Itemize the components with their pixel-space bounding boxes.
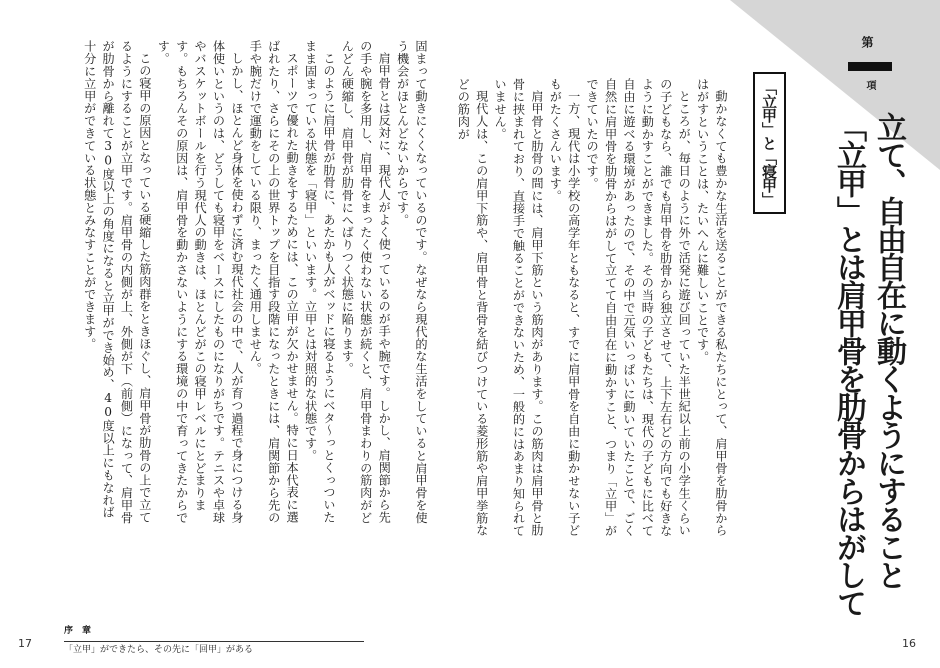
paragraph: 現代人は、この肩甲下筋や、肩甲骨と背骨を結びつけている菱形筋や肩甲挙筋などの筋肉が <box>456 78 489 537</box>
page-number: 16 <box>902 637 916 650</box>
chapter-number-bar <box>848 62 892 71</box>
paragraph: しかし、ほとんど身体を使わずに済む現代社会の中で、人が育つ過程で身につける身体使いというのは、どうしても寝甲をベースにしたものになりがちです。テニスや卓球やバスケットボールを行う現代人の動きは、ほとんどがこの寝甲レベルにとどまります。もちろんその原因は、肩甲骨を動かさないようにする環境の中で育ってきたからです。 <box>156 40 244 524</box>
paragraph: スポーツで優れた動きをするためには、この立甲が欠かせません。特に日本代表に選ばれたり、さらにその上の世界トップを目指す段階になったときには、肩関節から先の手や腕だけで運動をしている限り、まったく通用しません。 <box>248 40 300 524</box>
page-title-line-2: 立て、自由自在に動くようにすること <box>871 112 906 588</box>
footer-section-label: 序 章 <box>64 626 92 636</box>
right-body-text <box>456 78 730 538</box>
paragraph: 動かなくても豊かな生活を送ることができる私たちにとって、肩甲骨を肋骨からはがすということは、たいへんに難しいことです。 <box>695 78 728 537</box>
left-body-text <box>50 40 430 530</box>
paragraph: 肩甲骨とは反対に、現代人がよく使っているのが手や腕です。しかし、肩関節から先の手や腕を多用し、肩甲骨をまったく使わない状態が続くと、肩甲骨まわりの筋肉がどんどん硬縮し、肩甲骨が肋骨にへばりつく状態に陥ります。 <box>340 40 392 524</box>
section-subheading: 「立甲」と「寝甲」 <box>753 72 786 214</box>
paragraph: 一方、現代は小学校の高学年ともなると、すでに肩甲骨を自由に動かせない子どもがたくさんいます。 <box>548 78 581 537</box>
paragraph: ところが、毎日のように外で活発に遊び回っていた半世紀以上前の小学生くらいの子どもなら、誰でも肩甲骨を肋骨から独立させて、上下左右どの方向でも好きなように動かすことができました。その当時の子どもたちは、現代の子どもに比べて自由に遊べる環境があったので、その中で元気いっぱいに動いていたことで、ごく自然に肩甲骨を肋骨からはがして立てて自由自在に動かすこと、つまり「立甲」ができていたのです。 <box>585 78 692 537</box>
page-title-line-1: 「立甲」とは肩甲骨を肋骨からはがして <box>831 112 866 616</box>
paragraph: 肩甲骨と肋骨の間には、肩甲下筋という筋肉があります。この筋肉は肩甲骨と肋骨に挟まれており、直接手で触ることができないため、一般的にはあまり知られていません。 <box>493 78 544 537</box>
paragraph: 固まって動きにくくなっているのです。なぜなら現代的な生活をしていると肩甲骨を使う機会がほとんどないからです。 <box>395 40 428 524</box>
chapter-label: 第 <box>860 36 874 48</box>
paragraph: この寝甲の原因となっている硬縮した筋肉群をときほぐし、肩甲骨が肋骨の上で立てるようにすることが立甲です。肩甲骨の内側が上、外側が下（前側）になって、肩甲骨が肋骨から離れて30度以上の角度になると立甲ができ始め、40度以上にもなれば十分に立甲ができている状態とみなすことができます。 <box>82 40 152 524</box>
chapter-suffix: 項 <box>864 80 875 90</box>
page-number: 17 <box>18 637 32 650</box>
footer-caption: 「立甲」ができたら、その先に「回甲」がある <box>64 645 254 655</box>
paragraph: このように肩甲骨が肋骨に、あたかも人がベッドに寝るようにベタ～っとくっついたまま固まっている状態を「寝甲」といいます。立甲とは対照的な状態です。 <box>303 40 336 524</box>
right-page <box>456 0 940 668</box>
